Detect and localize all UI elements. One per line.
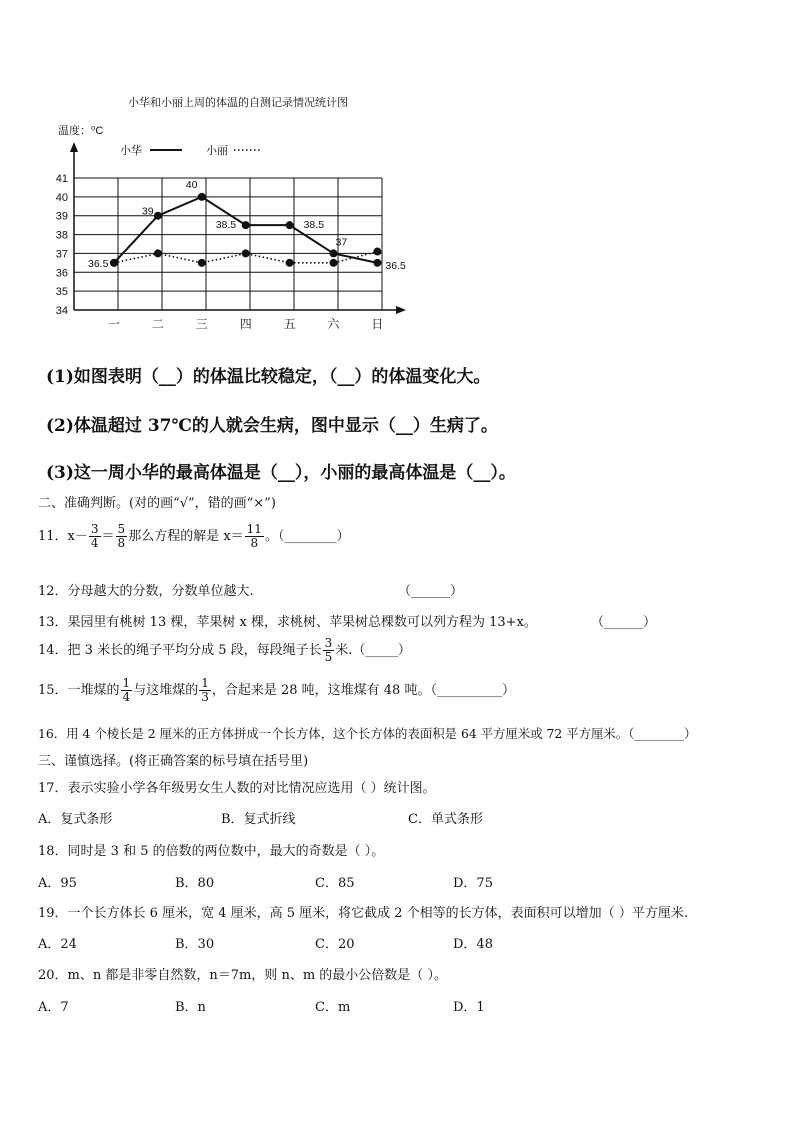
q18-option-a[interactable]: A．95	[38, 876, 77, 891]
q11-mid: 那么方程的解是 x＝	[128, 529, 244, 544]
q20-option-a[interactable]: A．7	[38, 1000, 69, 1015]
q18-option-d[interactable]: D．75	[453, 876, 493, 891]
y-tick-label: 38	[55, 229, 68, 242]
q11-fraction-1	[89, 523, 101, 550]
fraction-numerator: 1	[201, 676, 209, 690]
q15-pre: 15．一堆煤的	[38, 683, 120, 698]
data-label: 36.5	[88, 257, 109, 270]
q19-option-c[interactable]: C．20	[315, 937, 355, 952]
y-tick-label: 37	[55, 248, 68, 261]
question-17: 17．表示实验小学各年级男女生人数的对比情况应选用（ ）统计图。	[38, 781, 436, 796]
q12-text: 12．分母越大的分数，分数单位越大.	[38, 584, 254, 599]
question-14	[38, 636, 411, 666]
q19-option-a[interactable]: A．24	[38, 937, 77, 952]
q15-mid: 与这堆煤的	[133, 683, 199, 698]
data-point-xiaoli	[373, 248, 381, 256]
data-label: 37	[335, 236, 348, 249]
question-11	[38, 522, 349, 552]
q19-option-b[interactable]: B．30	[175, 937, 215, 952]
question-13	[38, 611, 657, 630]
q13-answer-blank[interactable]: （______）	[591, 615, 657, 630]
legend-label-xiaoli: 小丽	[206, 145, 228, 157]
q14-fraction	[323, 637, 335, 664]
y-tick-label: 35	[55, 286, 68, 299]
question-15	[38, 676, 515, 706]
q20-option-d[interactable]: D．1	[453, 1000, 485, 1015]
fraction-denominator: 4	[122, 690, 131, 704]
q15-fraction-1	[121, 677, 133, 704]
q11-fraction-2	[116, 523, 128, 550]
data-point-xiaoli	[286, 259, 294, 267]
q15-post-blank[interactable]: ，合起来是 28 吨，这堆煤有 48 吨。（__________）	[211, 683, 515, 698]
question-18: 18．同时是 3 和 5 的倍数的两位数中，最大的奇数是（ ）。	[38, 844, 385, 859]
q11-pre: x－	[67, 529, 88, 544]
y-tick-label: 39	[55, 210, 68, 223]
data-point-xiaohua	[373, 259, 381, 267]
chart-svg	[30, 90, 420, 340]
data-point-xiaoli	[154, 249, 162, 257]
q18-option-b[interactable]: B．80	[175, 876, 215, 891]
x-tick-label: 三	[195, 317, 208, 331]
fraction-denominator: 5	[324, 650, 333, 664]
q20-option-c[interactable]: C．m	[315, 1000, 351, 1015]
q11-answer-blank[interactable]: 。（________）	[264, 529, 350, 544]
y-tick-label: 36	[55, 267, 68, 280]
x-tick-label: 二	[151, 317, 164, 331]
fraction-denominator: 3	[201, 690, 209, 704]
fraction-denominator: 8	[250, 536, 259, 550]
q20-option-b[interactable]: B．n	[175, 1000, 206, 1015]
y-axis-label: 温度：⁰C	[58, 125, 104, 137]
q15-fraction-2	[199, 677, 211, 704]
x-tick-label: 一	[107, 317, 121, 331]
y-tick-label: 40	[55, 191, 68, 204]
y-axis-arrow	[70, 142, 78, 152]
question-19: 19．一个长方体长 6 厘米，宽 4 厘米，高 5 厘米，将它截成 2 个相等的长方体，表面积可以增加（ ）平方厘米.	[38, 906, 688, 921]
fraction-numerator: 3	[324, 636, 333, 650]
question-20: 20．m、n 都是非零自然数，n＝7m，则 n、m 的最小公倍数是（ ）。	[38, 968, 447, 983]
x-tick-label: 五	[283, 317, 296, 331]
q19-option-d[interactable]: D．48	[453, 937, 493, 952]
q17-option-b[interactable]: B．复式折线	[221, 812, 296, 827]
chart-title: 小华和小丽上周的体温的自测记录情况统计图	[128, 97, 348, 109]
q13-text: 13．果园里有桃树 13 棵，苹果树 x 棵，求桃树、苹果树总棵数可以列方程为 13+x。	[38, 615, 537, 630]
x-axis-arrow	[396, 306, 406, 314]
data-point-xiaoli	[110, 259, 118, 267]
x-tick-label: 日	[371, 317, 384, 331]
q11-number: 11．	[38, 529, 68, 544]
data-point-xiaoli	[242, 249, 250, 257]
q12-answer-blank[interactable]: （______）	[398, 584, 464, 599]
chart-question-3: (3)这一周小华的最高体温是（__），小丽的最高体温是（__）。	[46, 463, 516, 483]
data-label: 40	[185, 178, 198, 191]
data-label: 38.5	[303, 219, 325, 232]
data-point-xiaohua	[286, 221, 294, 229]
fraction-denominator: 4	[90, 536, 99, 550]
section-3-title: 三、谨慎选择。(将正确答案的标号填在括号里)	[38, 754, 309, 769]
q18-option-c[interactable]: C．85	[315, 876, 355, 891]
temperature-line-chart	[30, 90, 420, 340]
fraction-numerator: 1	[122, 676, 131, 690]
data-point-xiaoli	[198, 259, 206, 267]
question-12	[38, 580, 464, 599]
data-point-xiaohua	[154, 212, 162, 220]
data-label: 36.5	[385, 259, 406, 272]
fraction-numerator: 3	[90, 522, 99, 536]
q17-option-c[interactable]: C．单式条形	[408, 812, 483, 827]
section-2-title: 二、准确判断。(对的画“√”，错的画“×”)	[38, 496, 276, 511]
q14-pre: 14．把 3 米长的绳子平均分成 5 段，每段绳子长	[38, 643, 322, 658]
data-point-xiaoli	[330, 259, 338, 267]
data-point-xiaohua	[242, 221, 250, 229]
q17-option-a[interactable]: A．复式条形	[38, 812, 113, 827]
y-tick-label: 41	[55, 173, 68, 185]
question-16: 16．用 4 个棱长是 2 厘米的正方体拼成一个长方体，这个长方体的表面积是 64 平方厘米或 72 平方厘米。（________）	[38, 726, 697, 741]
x-tick-label: 四	[239, 317, 252, 331]
data-point-xiaohua	[198, 193, 206, 201]
q14-post-blank[interactable]: 米.（_____）	[335, 643, 411, 658]
data-label: 38.5	[215, 219, 237, 232]
data-label: 39	[141, 205, 154, 218]
fraction-denominator: 8	[117, 536, 126, 550]
q11-equals: ＝	[101, 529, 115, 544]
fraction-numerator: 5	[117, 522, 126, 536]
y-tick-label: 34	[55, 305, 68, 317]
chart-question-1: (1)如图表明（__）的体温比较稳定，（__）的体温变化大。	[46, 367, 491, 387]
legend-label-xiaohua: 小华	[120, 145, 142, 157]
fraction-numerator: 11	[246, 522, 262, 536]
q11-fraction-3	[245, 523, 264, 550]
x-tick-label: 六	[327, 317, 340, 331]
data-point-xiaohua	[330, 249, 338, 257]
chart-question-2: (2)体温超过 37℃的人就会生病，图中显示（__）生病了。	[46, 416, 498, 436]
